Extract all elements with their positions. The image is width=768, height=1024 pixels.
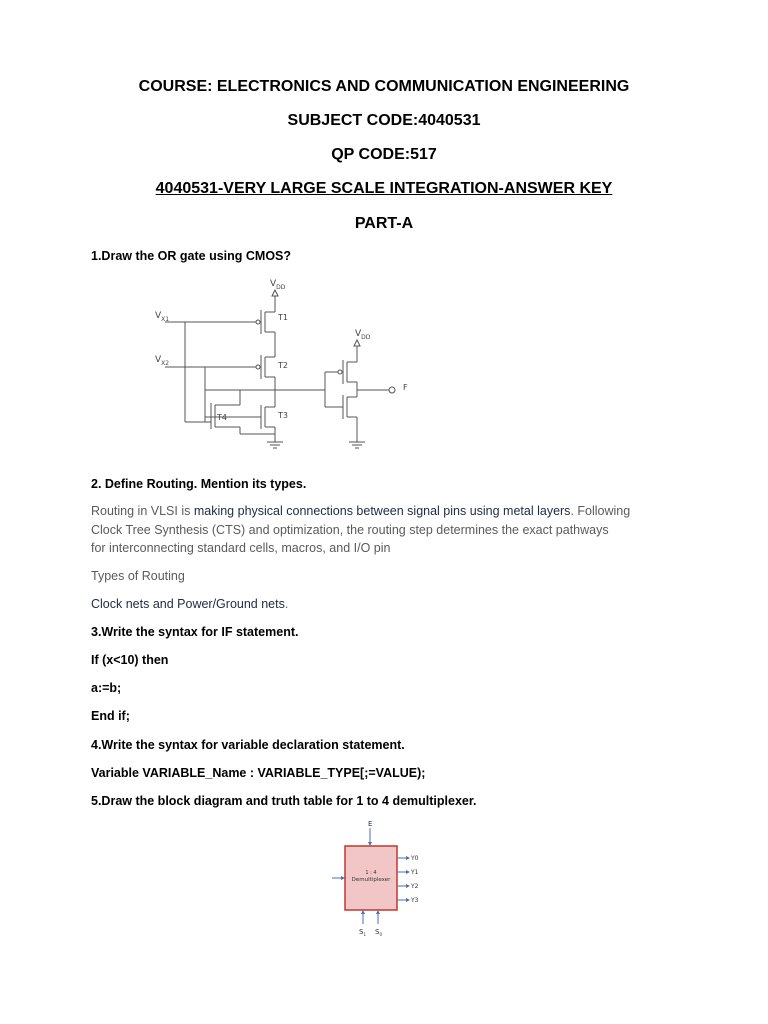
document-title: 4040531-VERY LARGE SCALE INTEGRATION-ANSWER KEY (155, 180, 613, 197)
variable-syntax: Variable VARIABLE_Name : VARIABLE_TYPE[;=VALUE); (91, 766, 426, 780)
routing-line-3: for interconnecting standard cells, macros, and I/O pin (91, 541, 391, 555)
cmos-or-gate-diagram (145, 272, 408, 462)
t2-label: T2 (278, 361, 288, 370)
vx2-label: $V_{X2}$ (155, 355, 170, 367)
routing-definition (91, 502, 691, 558)
question-1: 1.Draw the OR gate using CMOS? (91, 249, 292, 263)
output-f-label: F (403, 383, 408, 392)
question-4: 4.Write the syntax for variable declaration statement. (91, 738, 405, 752)
if-syntax-line-1: If (x<10) then (91, 653, 169, 667)
output-y2-label: Y2 (411, 883, 419, 890)
output-y1-label: Y1 (411, 869, 419, 876)
question-3: 3.Write the syntax for IF statement. (91, 625, 299, 639)
routing-line-1: Routing in VLSI is making physical connections between signal pins using metal layers. Following (91, 504, 631, 518)
part-heading: PART-A (354, 215, 414, 232)
vx1-label: $V_{X1}$ (155, 311, 170, 323)
output-y0-label: Y0 (411, 855, 419, 862)
output-y3-label: Y3 (411, 897, 419, 904)
vdd2-label: $V_{DD}$ (355, 329, 371, 341)
if-syntax-line-3: End if; (91, 709, 130, 723)
t4-label: T4 (217, 413, 227, 422)
question-2: 2. Define Routing. Mention its types. (91, 477, 307, 491)
routing-line-2: Clock Tree Synthesis (CTS) and optimization, the routing step determines the exact pathways (91, 522, 609, 537)
types-of-routing-label: Types of Routing (91, 569, 185, 583)
enable-label: E (368, 820, 373, 828)
vdd2-terminal (354, 340, 360, 346)
types-of-routing-value: Clock nets and Power/Ground nets. (91, 597, 289, 611)
demux-block-title: Demultiplexer (351, 877, 391, 883)
course-heading: COURSE: ELECTRONICS AND COMMUNICATION ENGINEERING (138, 78, 630, 95)
select-s0-label: $S_0$ (375, 928, 382, 937)
t1-label: T1 (278, 313, 288, 322)
vdd1-label: $V_{DD}$ (270, 279, 286, 291)
demux-block-diagram (330, 818, 430, 938)
subject-code-heading: SUBJECT CODE:4040531 (287, 112, 481, 129)
select-s1-label: $S_1$ (359, 928, 366, 937)
qp-code-heading: QP CODE:517 (331, 146, 437, 163)
demux-block-ratio: 1 : 4 (365, 870, 377, 876)
if-syntax-line-2: a:=b; (91, 681, 122, 695)
question-5: 5.Draw the block diagram and truth table for 1 to 4 demultiplexer. (91, 794, 477, 808)
t3-label: T3 (278, 411, 288, 420)
